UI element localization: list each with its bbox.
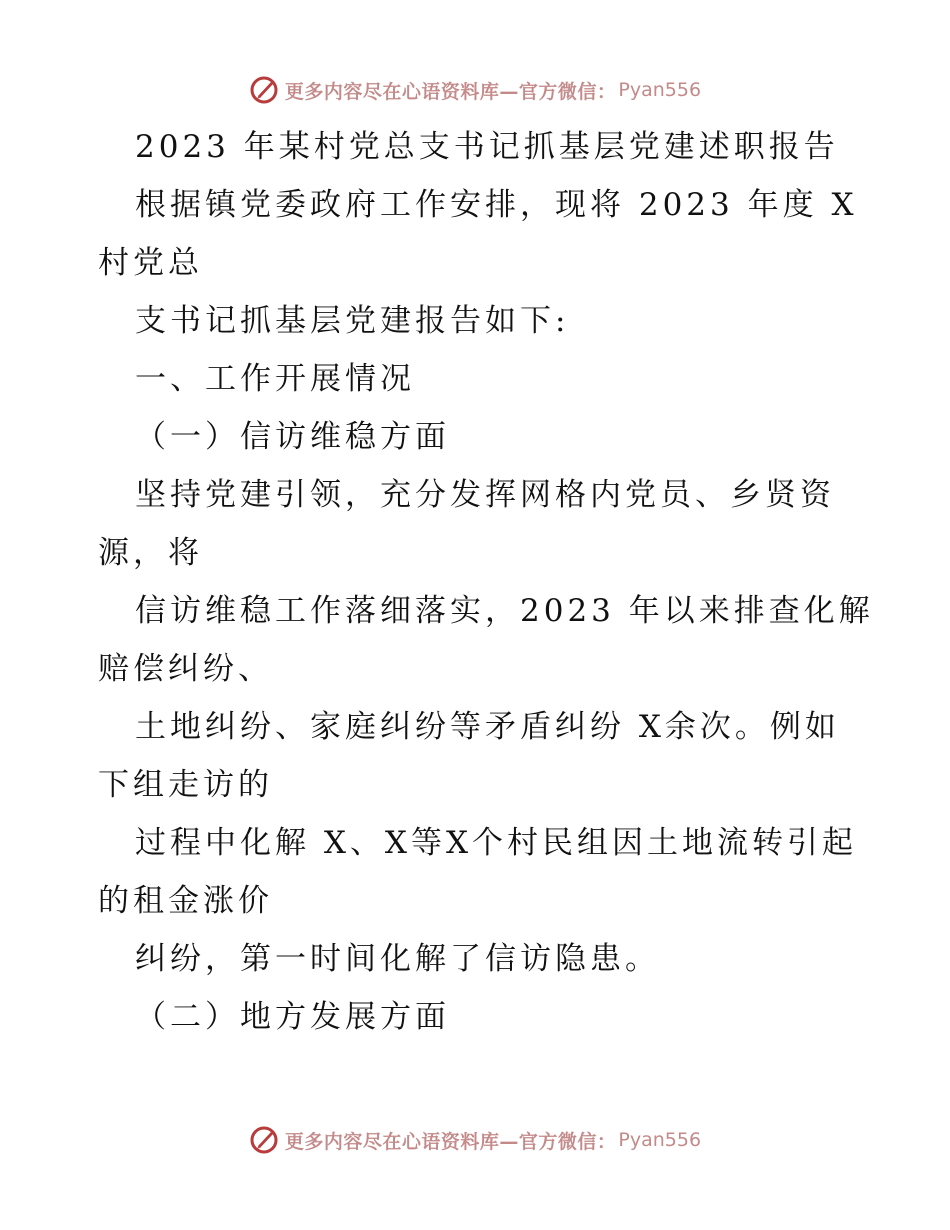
paragraph-line: 坚持党建引领，充分发挥网格内党员、乡贤资 bbox=[135, 477, 835, 513]
paragraph-line: 村党总 bbox=[98, 245, 203, 281]
document-title: 2023 年某村党总支书记抓基层党建述职报告 bbox=[135, 129, 839, 165]
header-watermark bbox=[0, 70, 950, 110]
paragraph-line: 纠纷，第一时间化解了信访隐患。 bbox=[135, 941, 660, 977]
watermark-handle: Pyan556 bbox=[618, 79, 702, 101]
footer-watermark bbox=[0, 1120, 950, 1160]
paragraph-line: 下组走访的 bbox=[98, 767, 273, 803]
paragraph-line: 支书记抓基层党建报告如下: bbox=[135, 303, 570, 339]
section-heading: 一、工作开展情况 bbox=[135, 361, 415, 397]
quill-logo-icon bbox=[249, 75, 279, 105]
watermark-text: 更多内容尽在心语资料库—官方微信： bbox=[284, 1130, 617, 1153]
paragraph-line: 源，将 bbox=[98, 535, 203, 571]
paragraph-line: 的租金涨价 bbox=[98, 883, 273, 919]
subsection-heading: （二）地方发展方面 bbox=[135, 999, 450, 1035]
paragraph-line: 信访维稳工作落细落实，2023 年以来排查化解 bbox=[135, 593, 874, 629]
paragraph-line: 土地纠纷、家庭纠纷等矛盾纠纷 X余次。例如 bbox=[135, 709, 840, 745]
watermark-text: 更多内容尽在心语资料库—官方微信： bbox=[284, 80, 617, 103]
subsection-heading: （一）信访维稳方面 bbox=[135, 419, 450, 455]
paragraph-line: 根据镇党委政府工作安排，现将 2023 年度 X bbox=[135, 187, 858, 223]
paragraph-line: 过程中化解 X、X等X个村民组因土地流转引起 bbox=[135, 825, 858, 861]
paragraph-line: 赔偿纠纷、 bbox=[98, 651, 273, 687]
watermark-handle: Pyan556 bbox=[618, 1129, 702, 1151]
quill-logo-icon bbox=[249, 1125, 279, 1155]
